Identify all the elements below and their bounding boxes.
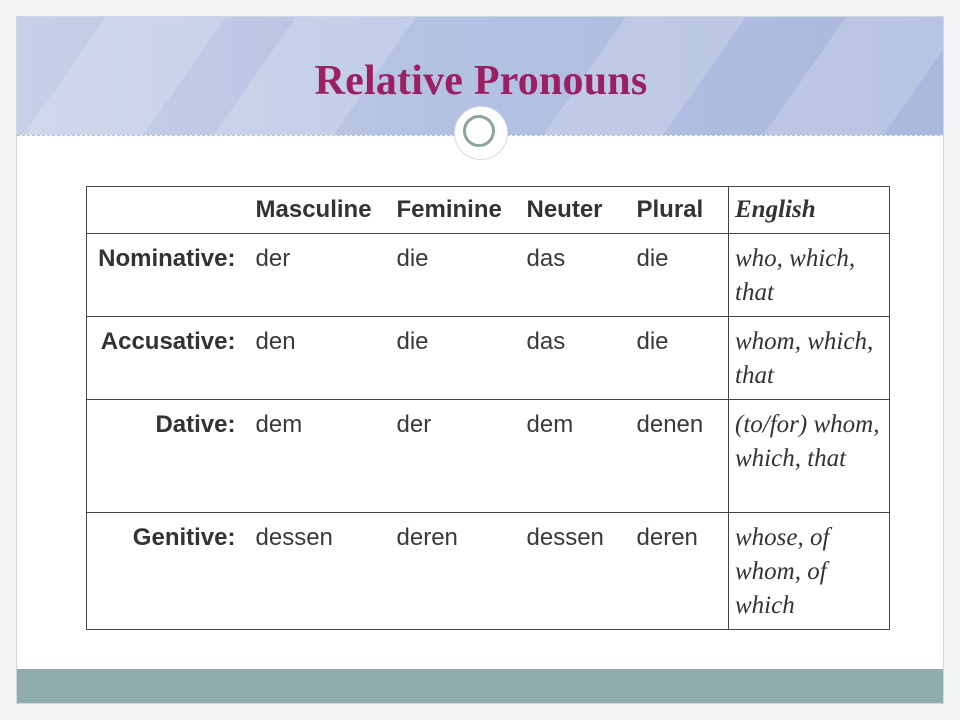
cell-plural: die (631, 317, 729, 400)
cell-masculine: dem (250, 400, 391, 513)
cell-feminine: der (391, 400, 521, 513)
cell-feminine: deren (391, 513, 521, 630)
table-row (87, 317, 890, 400)
circle-ornament-icon (455, 107, 507, 159)
case-label: Dative: (87, 400, 250, 513)
cell-masculine: der (250, 234, 391, 317)
cell-english: whose, of whom, of which (729, 513, 890, 630)
header-neuter: Neuter (521, 187, 631, 234)
cell-masculine: dessen (250, 513, 391, 630)
case-label: Accusative: (87, 317, 250, 400)
cell-feminine: die (391, 234, 521, 317)
cell-neuter: dessen (521, 513, 631, 630)
header-corner (87, 187, 250, 234)
slide (16, 16, 944, 704)
cell-neuter: dem (521, 400, 631, 513)
cell-plural: deren (631, 513, 729, 630)
cell-plural: denen (631, 400, 729, 513)
cell-masculine: den (250, 317, 391, 400)
header-plural: Plural (631, 187, 729, 234)
cell-english: who, which, that (729, 234, 890, 317)
slide-title: Relative Pronouns (314, 58, 648, 104)
header-masculine: Masculine (250, 187, 391, 234)
cell-english: whom, which, that (729, 317, 890, 400)
case-label: Genitive: (87, 513, 250, 630)
footer-bar (17, 669, 944, 703)
cell-feminine: die (391, 317, 521, 400)
cell-plural: die (631, 234, 729, 317)
table-row (87, 234, 890, 317)
cell-english: (to/for) whom, which, that (729, 400, 890, 513)
header-english: English (729, 187, 890, 234)
table-row (87, 400, 890, 513)
cell-neuter: das (521, 234, 631, 317)
cell-neuter: das (521, 317, 631, 400)
table-row (87, 513, 890, 630)
header-feminine: Feminine (391, 187, 521, 234)
case-label: Nominative: (87, 234, 250, 317)
table-header-row (87, 187, 890, 234)
relative-pronouns-table (86, 186, 890, 630)
